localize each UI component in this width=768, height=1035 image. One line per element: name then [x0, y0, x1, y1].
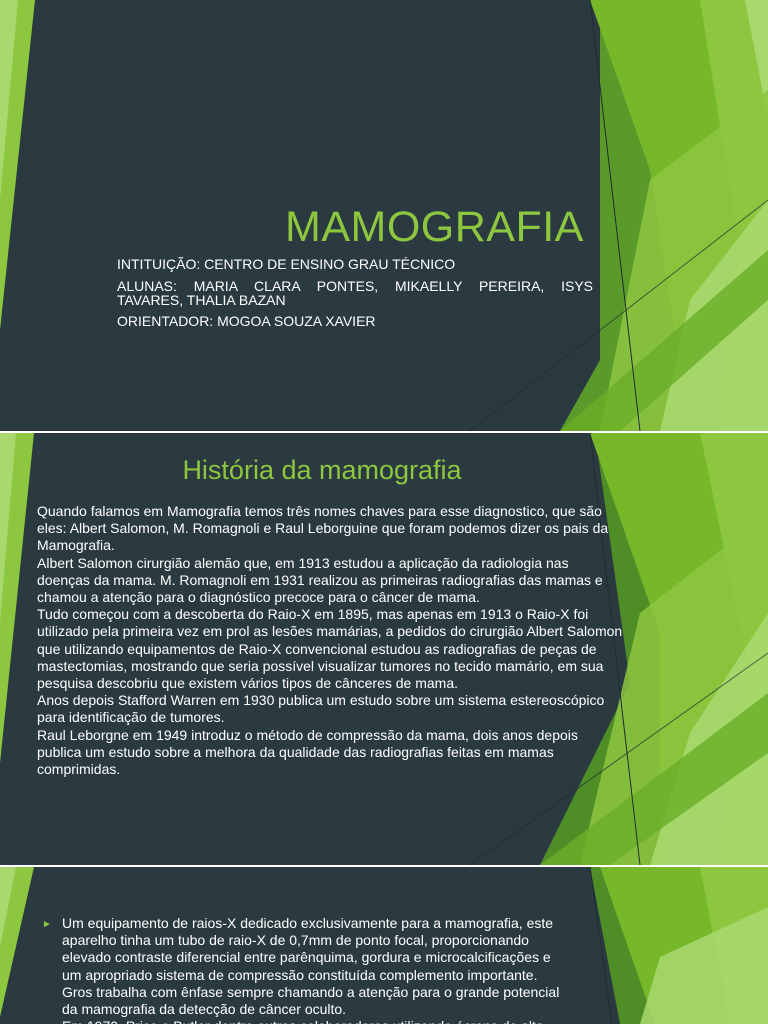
paragraph: Quando falamos em Mamografia temos três nomes chaves para esse diagnostico, que são eles: Albert Salomon, M. Romagnoli e Raul Leborguine que foram podemos dizer os pais da Mamografia.	[37, 503, 609, 554]
history-text	[37, 503, 625, 778]
paragraph: Albert Salomon cirurgião alemão que, em 1913 estudou a aplicação da radiologia nas doenças da mama. M. Romagnoli em 1931 realizou as primeiras radiografias das mamas e chamou a atenção para o diagnóstico precoce para o câncer de mama.	[37, 554, 603, 606]
paragraph: Gros trabalha com ênfase sempre chamando a atenção para o grande potencial da mamografia da detecção de câncer oculto.	[62, 983, 560, 1018]
slide-title: História da mamografia	[182, 455, 462, 485]
paragraph: Anos depois Stafford Warren em 1930 publica um estudo sobre um sistema estereoscópico para identificação de tumores.	[37, 692, 605, 726]
paragraph: Um equipamento de raios-X dedicado exclusivamente para a mamografia, este aparelho tinha um tubo de raio-X de 0,7mm de ponto focal, proporcionando elevado contraste diferencial entre parênquima, gordura e microcalcificações e um apropriado sistema de compressão constituída complemento importante.	[62, 915, 554, 983]
institution-text: INTITUIÇÃO: CENTRO DE ENSINO GRAU TÉCNICO	[117, 256, 456, 272]
presentation-title: MAMOGRAFIA	[285, 203, 584, 251]
equipment-text	[62, 915, 567, 1035]
triangle-bullet-icon: ►	[42, 919, 52, 930]
advisor-text: ORIENTADOR: MOGOA SOUZA XAVIER	[117, 313, 376, 329]
paragraph: Tudo começou com a descoberta do Raio-X em 1895, mas apenas em 1913 o Raio-X foi utilizado pela primeira vez em prol as lesões mamárias, a pedidos do cirurgião Albert Salomon que utilizando equipamentos de Raio-X convencional estudou as radiografias de peças de mastectomias, mostrando que seria possível visualizar tumores no tecido mamário, em sua pesquisa descobriu que existem vários tipos de cânceres de mama.	[37, 606, 623, 692]
history-slide	[0, 433, 768, 865]
students-text-line1: ALUNAS: MARIA CLARA PONTES, MIKAELLY PEREIRA, ISYS	[117, 278, 593, 294]
triangle-bullet-icon: ►	[16, 508, 26, 519]
title-slide	[0, 0, 768, 431]
students-text-line2: TAVARES, THALIA BAZAN	[117, 292, 286, 308]
equipment-slide	[0, 867, 768, 1035]
paragraph: Raul Leborgne em 1949 introduz o método de compressão da mama, dois anos depois publica um estudo sobre a melhora da qualidade das radiografias feitas em mamas comprimidas.	[37, 726, 578, 778]
paragraph: Em 1970, Price e Butler dentre outros colaboradores utilizando écrans de alta	[62, 1018, 544, 1035]
